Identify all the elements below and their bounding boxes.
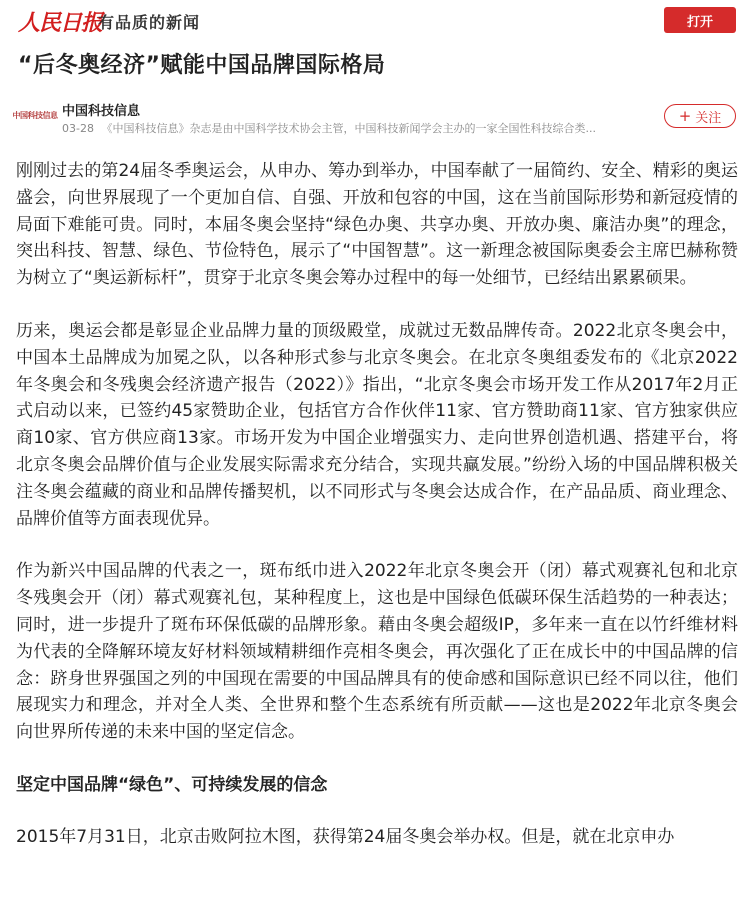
author-avatar[interactable] <box>12 102 58 128</box>
article-title: “后冬奥经济”赋能中国品牌国际格局 <box>18 53 386 78</box>
people-daily-logo[interactable] <box>18 8 102 34</box>
open-app-button[interactable]: 打开 <box>664 7 736 33</box>
follow-button[interactable] <box>664 104 736 128</box>
paragraph: 历来，奥运会都是彰显企业品牌力量的顶级殿堂，成就过无数品牌传奇。2022北京冬奥会中，中国本土品牌成为加冕之队，以各种形式参与北京冬奥会。在北京冬奥组委发布的《北京2022年冬奥会和冬残奥会经济遗产报告（2022）》指出，“北京冬奥会市场开发工作从2017年2月正式启动以来，已签约45家赞助企业，包括官方合作伙伴11家、官方赞助商11家、官方独家供应商10家、官方供应商13家。市场开发为中国企业增强实力、走向世界创造机遇、搭建平台，将北京冬奥会品牌价值与企业发展实际需求充分结合，实现共赢发展。”纷纷入场的中国品牌积极关注冬奥会蕴藏的商业和品牌传播契机，以不同形式与冬奥会达成合作，在产品品质、商业理念、品牌价值等方面表现优异。 <box>16 320 738 529</box>
author-description: 《中国科技信息》杂志是由中国科学技术协会主管，中国科技新闻学会主办的一家全国性科技综合类... <box>101 122 596 135</box>
section-heading: 坚定中国品牌“绿色”、可持续发展的信念 <box>16 774 328 795</box>
paragraph: 刚刚过去的第24届冬季奥运会，从申办、筹办到举办，中国奉献了一届简约、安全、精彩的奥运盛会，向世界展现了一个更加自信、自强、开放和包容的中国，这在当前国际形势和新冠疫情的局面下难能可贵。同时，本届冬奥会坚持“绿色办奥、共享办奥、开放办奥、廉洁办奥”的理念，突出科技、智慧、绿色、节俭特色，展示了“中国智慧”。这一新理念被国际奥委会主席巴赫称赞为树立了“奥运新标杆”，贯穿于北京冬奥会筹办过程中的每一处细节，已经结出累累硕果。 <box>16 161 738 289</box>
article-body <box>16 158 738 877</box>
follow-label: 关注 <box>695 110 722 126</box>
paragraph: 2015年7月31日，北京击败阿拉木图，获得第24届冬奥会举办权。但是，就在北京申办 <box>16 826 675 847</box>
publish-date: 03-28 <box>62 122 94 135</box>
author-name[interactable]: 中国科技信息 <box>62 104 141 119</box>
top-bar <box>0 0 750 40</box>
avatar-text: 中国科技信息 <box>12 109 58 120</box>
author-row <box>0 96 750 146</box>
paragraph: 作为新兴中国品牌的代表之一，斑布纸巾进入2022年北京冬奥会开（闭）幕式观赛礼包和北京冬残奥会开（闭）幕式观赛礼包，某种程度上，这也是中国绿色低碳环保生活趋势的一种表达；同时，进一步提升了斑布环保低碳的品牌形象。藉由冬奥会超级IP，多年来一直在以竹纤维材料为代表的全降解环境友好材料领域精耕细作亮相冬奥会，再次强化了正在成长中的中国品牌的信念：跻身世界强国之列的中国现在需要的中国品牌具有的使命感和国际意识已经不同以往，他们展现实力和理念，并对全人类、全世界和整个生态系统有所贡献——这也是2022年北京冬奥会向世界所传递的未来中国的坚定信念。 <box>16 561 738 743</box>
author-meta <box>62 120 646 136</box>
plus-icon: + <box>678 106 692 125</box>
brand-slogan: 有品质的新闻 <box>98 13 201 32</box>
logo-text: 人民日报 <box>18 9 103 36</box>
